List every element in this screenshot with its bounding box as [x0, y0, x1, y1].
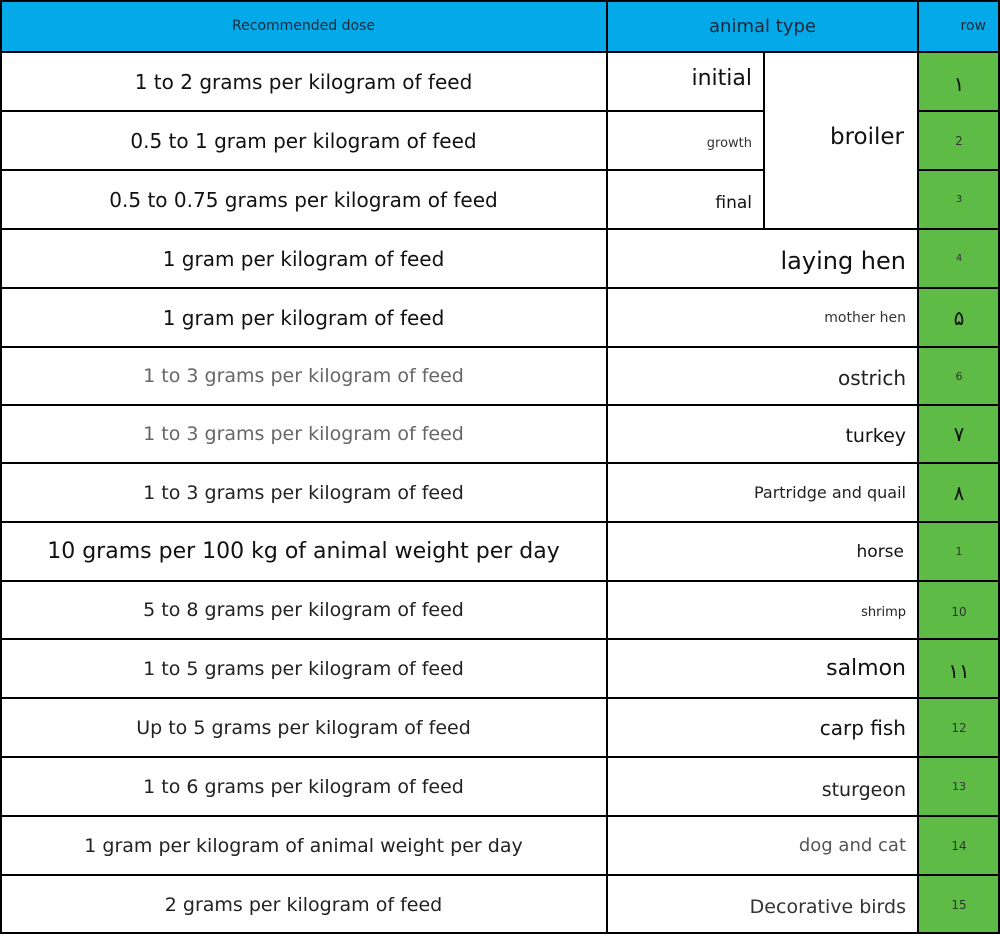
stage-text: growth [706, 136, 752, 151]
animal-cell [607, 581, 918, 639]
animal-text: carp fish [819, 715, 906, 740]
animal-text: turkey [845, 425, 906, 447]
row-number-cell [918, 639, 1000, 698]
broiler-animal-cell [764, 52, 918, 229]
broiler-dose-initial [0, 52, 607, 111]
header-row-label: row [960, 18, 986, 34]
animal-text: Decorative birds [749, 895, 906, 918]
row-number: 10 [951, 605, 967, 619]
row-number: ۱۱ [948, 658, 970, 683]
dose-cell [0, 639, 607, 698]
dose-text: 1 to 3 grams per kilogram of feed [143, 481, 464, 504]
row-number-cell [918, 816, 1000, 875]
animal-cell [607, 229, 918, 288]
broiler-stage-final [607, 170, 764, 229]
row-number: 12 [951, 720, 967, 735]
header-row-cell [918, 0, 1000, 52]
dose-cell [0, 816, 607, 875]
animal-cell [607, 698, 918, 757]
broiler-stage-growth [607, 111, 764, 170]
row-number: ۷ [953, 422, 965, 446]
animal-cell [607, 288, 918, 347]
dose-cell [0, 347, 607, 405]
animal-text: broiler [829, 123, 904, 150]
dose-text: 1 to 2 grams per kilogram of feed [134, 69, 473, 94]
row-number: 13 [952, 780, 966, 793]
row-number-cell [918, 698, 1000, 757]
row-number: 4 [955, 253, 963, 264]
animal-cell [607, 347, 918, 405]
animal-cell [607, 405, 918, 463]
dose-text: 1 gram per kilogram of animal weight per day [84, 834, 523, 857]
row-number: ۸ [953, 480, 965, 505]
row-number: ۵ [953, 305, 965, 330]
dose-cell [0, 405, 607, 463]
dose-text: 1 gram per kilogram of feed [162, 246, 445, 271]
dose-cell [0, 288, 607, 347]
animal-text: Partridge and quail [753, 483, 906, 502]
stage-text: initial [691, 66, 752, 91]
header-dose-label: Recommended dose [232, 18, 375, 34]
row-number: 2 [955, 133, 963, 148]
dose-text: 10 grams per 100 kg of animal weight per day [47, 539, 560, 564]
animal-text: shrimp [861, 604, 906, 620]
dose-text: Up to 5 grams per kilogram of feed [136, 716, 471, 739]
row-number-cell [918, 875, 1000, 934]
dose-text: 2 grams per kilogram of feed [164, 893, 443, 916]
stage-text: final [715, 192, 752, 213]
animal-cell [607, 522, 918, 581]
dose-text: 1 gram per kilogram of feed [162, 305, 445, 330]
row-number-cell [918, 52, 1000, 111]
row-number-cell [918, 347, 1000, 405]
animal-text: mother hen [824, 309, 906, 326]
broiler-dose-final [0, 170, 607, 229]
animal-text: ostrich [838, 366, 906, 390]
dose-text: 0.5 to 0.75 grams per kilogram of feed [109, 187, 498, 212]
dose-cell [0, 463, 607, 522]
dose-cell [0, 875, 607, 934]
header-dose-cell [0, 0, 607, 52]
animal-text: horse [856, 541, 904, 562]
animal-text: sturgeon [821, 778, 906, 801]
row-number-cell [918, 463, 1000, 522]
row-number-cell [918, 581, 1000, 639]
dose-cell [0, 698, 607, 757]
dose-text: 1 to 6 grams per kilogram of feed [143, 775, 464, 798]
animal-text: laying hen [780, 246, 906, 275]
row-number: 15 [951, 897, 967, 912]
dose-cell [0, 522, 607, 581]
animal-text: salmon [826, 656, 906, 681]
row-number: 6 [955, 369, 963, 383]
row-number-cell [918, 170, 1000, 229]
row-number: 1 [955, 545, 963, 558]
header-animal-label: animal type [709, 15, 816, 37]
animal-cell [607, 757, 918, 816]
dose-cell [0, 757, 607, 816]
animal-cell [607, 816, 918, 875]
row-number: 14 [951, 838, 967, 853]
dose-text: 1 to 3 grams per kilogram of feed [143, 365, 464, 387]
broiler-stage-initial [607, 52, 764, 111]
broiler-dose-growth [0, 111, 607, 170]
row-number: ۱ [953, 71, 965, 96]
row-number-cell [918, 111, 1000, 170]
animal-cell [607, 875, 918, 934]
dose-text: 5 to 8 grams per kilogram of feed [143, 599, 464, 621]
row-number-cell [918, 405, 1000, 463]
dose-cell [0, 581, 607, 639]
row-number: 3 [955, 194, 963, 205]
row-number-cell [918, 288, 1000, 347]
row-number-cell [918, 522, 1000, 581]
animal-text: dog and cat [798, 835, 906, 856]
dose-cell [0, 229, 607, 288]
row-number-cell [918, 757, 1000, 816]
dose-text: 1 to 5 grams per kilogram of feed [143, 657, 464, 680]
animal-cell [607, 463, 918, 522]
animal-cell [607, 639, 918, 698]
header-animal-cell [607, 0, 918, 52]
dose-text: 1 to 3 grams per kilogram of feed [143, 423, 464, 445]
dose-text: 0.5 to 1 gram per kilogram of feed [130, 128, 477, 153]
row-number-cell [918, 229, 1000, 288]
